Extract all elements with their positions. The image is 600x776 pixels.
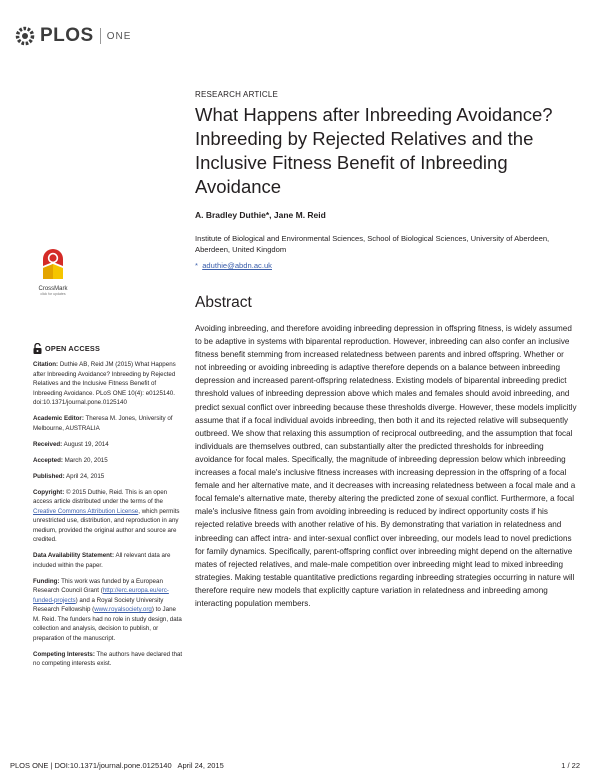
- accepted-label: Accepted:: [33, 456, 63, 464]
- corresponding-author: [195, 261, 272, 270]
- citation: [33, 360, 183, 408]
- funding-text-2: ) and a Royal Society University Research Fellowship (: [33, 596, 164, 613]
- citation-text: Duthie AB, Reid JM (2015) What Happens after Inbreeding Avoidance? Inbreeding by Rejected Relatives and the Inclusive Fitness Benefit of Inbreeding Avoidance. PLoS ONE 10(4): e0125140. doi:10.1371/journal.pone.0125140: [33, 361, 176, 406]
- copyright-text-2: , which permits unrestricted use, distribution, and reproduction in any medium, provided the original author and source are credited.: [33, 507, 180, 543]
- received-date: [33, 440, 183, 450]
- plos-one-logo[interactable]: [14, 22, 131, 50]
- article-sidebar: [33, 343, 183, 675]
- accepted-text: March 20, 2015: [64, 456, 108, 464]
- copyright-label: Copyright:: [33, 488, 65, 496]
- copyright: [33, 488, 183, 545]
- editor-text: Theresa M. Jones, University of Melbourne, AUSTRALIA: [33, 415, 173, 432]
- affiliation: Institute of Biological and Environmental Sciences, School of Biological Sciences, University of Aberdeen, Aberdeen, United Kingdom: [195, 234, 550, 254]
- abstract-text: Avoiding inbreeding, and therefore avoiding inbreeding depression in offspring fitness, is widely assumed to be adaptive in systems with biparental reproduction. However, inbreeding can also confer an inclusive fitness benefit stemming from increased relatedness between parents and inbred offspring. Whether or not inbreeding or avoiding inbreeding is adaptive therefore depends on a balance between inbreeding depression and increased parent-offspring relatedness. Existing models of biparental inbreeding predict threshold values of inbreeding depression above which males and females should avoid inbreeding, and predict sexual conflict over inbreeding because these thresholds diverge. However, these models implicitly assume that if a focal individual avoids inbreeding, then both it and its rejected relative will subsequently outbreed. We show that relaxing this assumption of reciprocal outbreeding, and the assumption that focal individuals are themselves outbred, can substantially alter the predicted thresholds for inbreeding avoidance for focal males. Specifically, the magnitude of inbreeding depression below which inbreeding increases a focal male's inclusive fitness increases with increasing depression in the offspring of a focal female and her alternative mate, and it decreases with increasing relatedness between a focal male and a focal female's alternative mate, thereby altering the predicted zone of sexual conflict. Furthermore, a focal male's inclusive fitness gain from avoiding inbreeding is reduced by indirect opportunity costs if his rejected relative breeds with another relative of his. By demonstrating that variation in relatedness and inbreeding can affect intra- and inter-sexual conflict over inbreeding, our models lead to novel predictions for family dynamics. Specifically, parent-offspring conflict over inbreeding might depend on the alternative mates of rejected relatives, and male-male competition over inbreeding might lead to mixed inbreeding strategies. Making testable quantitative predictions regarding inbreeding strategies occurring in nature will therefore require new models that explicitly capture variation in relatedness and inbreeding among interacting population members.: [195, 324, 577, 608]
- article-type: RESEARCH ARTICLE: [195, 90, 279, 99]
- article-title: What Happens after Inbreeding Avoidance? Inbreeding by Rejected Relatives and the Inclusive Fitness Benefit of Inbreeding Avoidance: [195, 104, 553, 197]
- corresponding-marker: *: [195, 261, 198, 270]
- plos-logo-icon: [14, 25, 36, 47]
- published-label: Published:: [33, 472, 65, 480]
- copyright-text-1: © 2015 Duthie, Reid. This is an open access article distributed under the terms of the: [33, 488, 168, 505]
- published-text: April 24, 2015: [66, 472, 105, 480]
- logo-brand: PLOS: [40, 25, 94, 46]
- academic-editor: [33, 414, 183, 433]
- open-access-badge: [33, 343, 183, 354]
- competing-interests: [33, 650, 183, 669]
- data-availability: [33, 551, 183, 570]
- crossmark-icon: [42, 248, 64, 280]
- funding-label: Funding:: [33, 577, 60, 585]
- logo-divider: [100, 28, 101, 44]
- received-text: August 19, 2014: [63, 440, 109, 448]
- published-date: [33, 472, 183, 482]
- erc-link[interactable]: http://erc.europa.eu/erc-funded-projects: [33, 587, 169, 604]
- crossmark-badge[interactable]: [33, 248, 73, 296]
- page-number: 1 / 22: [561, 761, 580, 770]
- funding: [33, 577, 183, 644]
- received-label: Received:: [33, 440, 63, 448]
- footer-citation: PLOS ONE | DOI:10.1371/journal.pone.0125140 April 24, 2015: [10, 761, 224, 770]
- data-availability-text: All relevant data are included within the paper.: [33, 552, 171, 569]
- accepted-date: [33, 456, 183, 466]
- open-lock-icon: [33, 343, 42, 354]
- competing-text: The authors have declared that no competing interests exist.: [33, 650, 183, 667]
- license-link[interactable]: Creative Commons Attribution License: [33, 507, 139, 515]
- citation-label: Citation:: [33, 361, 59, 368]
- logo-journal: ONE: [106, 30, 132, 42]
- authors: A. Bradley Duthie*, Jane M. Reid: [195, 210, 326, 220]
- funding-text-1: This work was funded by a European Research Council Grant (: [33, 577, 163, 594]
- crossmark-label: CrossMark: [38, 286, 68, 292]
- open-access-label: OPEN ACCESS: [45, 343, 101, 353]
- abstract-heading: Abstract: [195, 294, 252, 311]
- royal-society-link[interactable]: www.royalsociety.org: [94, 606, 152, 613]
- email-link[interactable]: aduthie@abdn.ac.uk: [202, 261, 272, 270]
- data-availability-label: Data Availability Statement:: [33, 552, 115, 559]
- editor-label: Academic Editor:: [33, 415, 84, 422]
- crossmark-sublabel: click for updates: [40, 292, 66, 296]
- funding-text-3: ) to Jane M. Reid. The funders had no role in study design, data collection and analysis, decision to publish, or preparation of the manuscript.: [33, 606, 182, 642]
- competing-label: Competing Interests:: [33, 650, 95, 658]
